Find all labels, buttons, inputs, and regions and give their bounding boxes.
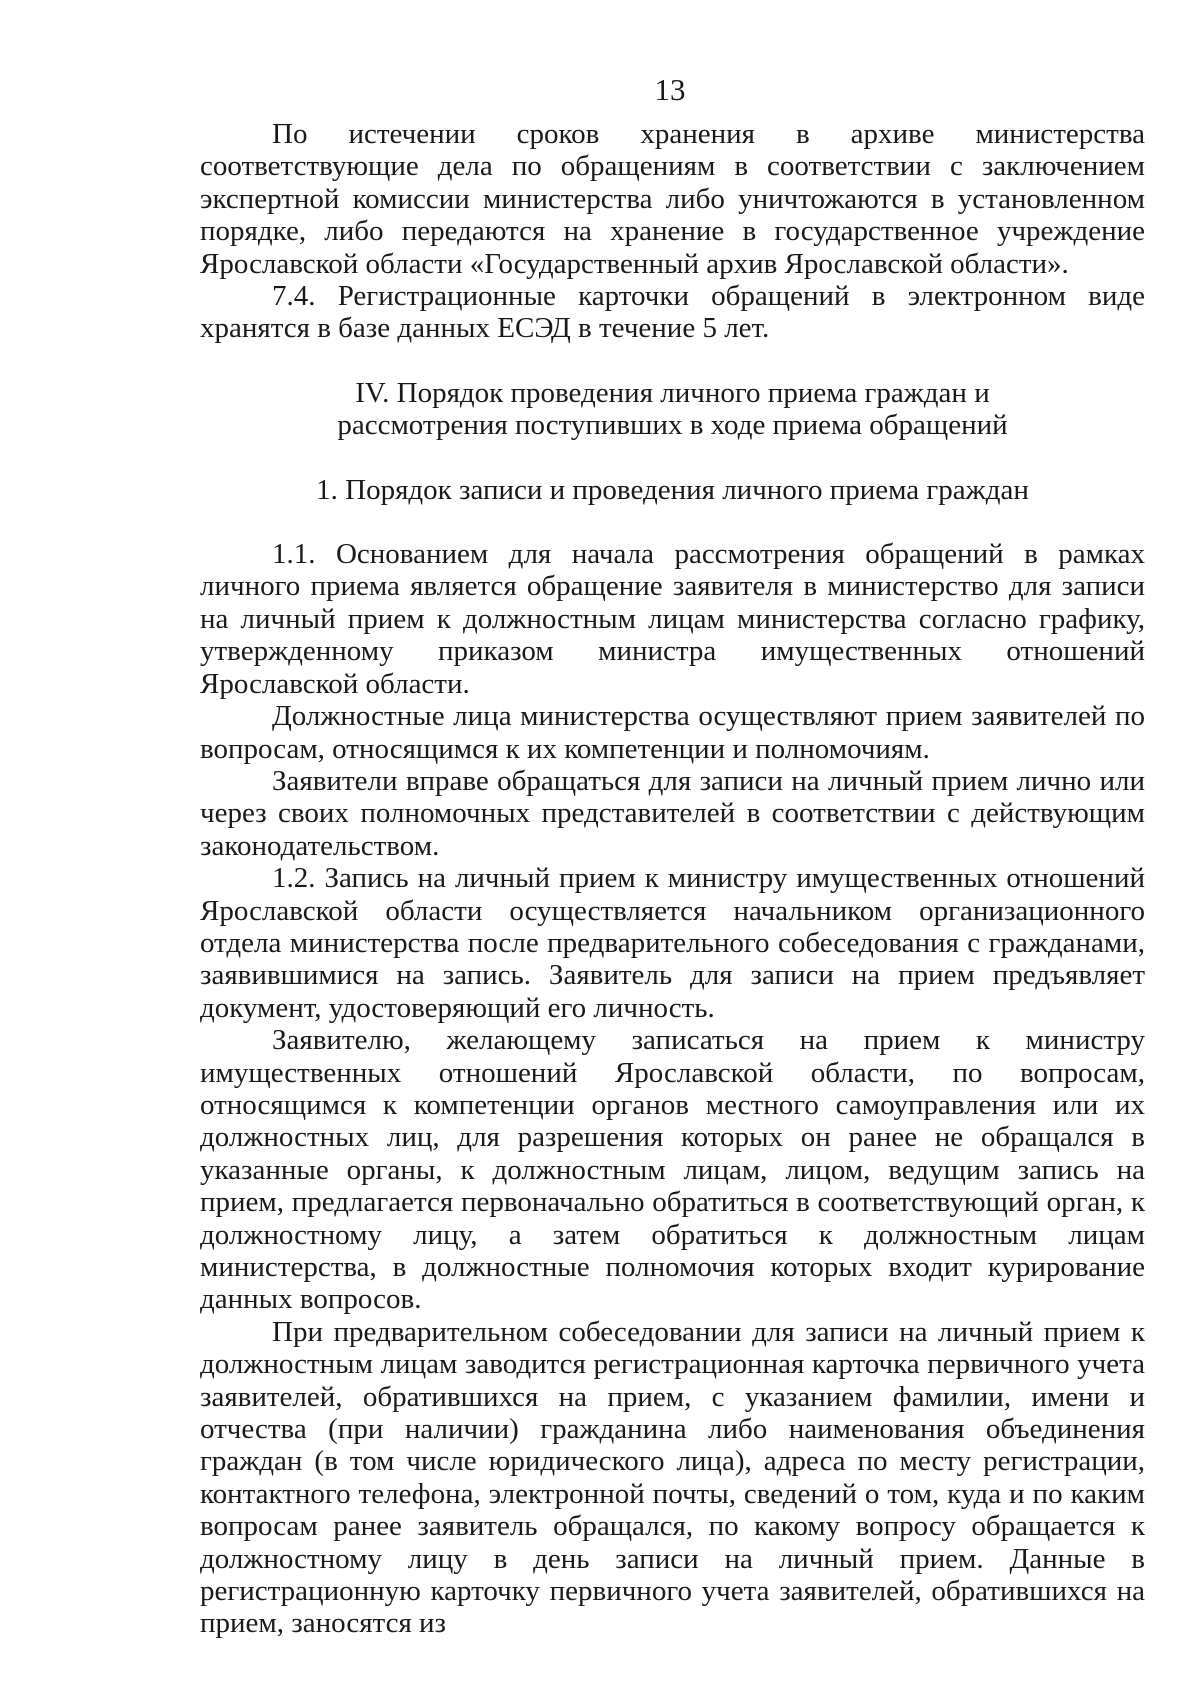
paragraph-applicants-right: Заявители вправе обращаться для записи на личный прием лично или через своих полномочных представителей в соответствии с действующим законодательством. — [200, 764, 1145, 862]
section-heading — [200, 377, 1145, 442]
section-heading-line-1: IV. Порядок проведения личного приема граждан и — [355, 376, 990, 409]
subsection-heading: 1. Порядок записи и проведения личного приема граждан — [316, 473, 1029, 506]
section-heading-line-2: рассмотрения поступивших в ходе приема обращений — [337, 409, 1008, 442]
paragraph-registration-card: При предварительном собеседовании для записи на личный прием к должностным лицам заводится регистрационная карточка первичного учета заявителей, обратившихся на прием, с указанием фамилии, имени и отчества (при наличии) гражданина либо наименования объединения граждан (в том числе юридического лица), адреса по месту регистрации, контактного телефона, электронной почты, сведений о том, куда и по каким вопросам ранее заявитель обращался, по какому вопросу обращается к должностному лицу в день записи на личный прием. Данные в регистрационную карточку первичного учета заявителей, обратившихся на прием, заносятся из — [200, 1315, 1145, 1640]
paragraph-1-1: 1.1. Основанием для начала рассмотрения обращений в рамках личного приема является обращение заявителя в министерство для записи на личный прием к должностным лицам министерства согласно графику, утвержденному приказом министра имущественных отношений Ярославской области. — [200, 538, 1145, 700]
paragraph-archive-transfer: По истечении сроков хранения в архиве министерства соответствующие дела по обращениям в соответствии с заключением экспертной комиссии министерства либо уничтожаются в установленном порядке, либо передаются на хранение в государственное учреждение Ярославской области «Государственный архив Ярославской области». — [200, 118, 1145, 280]
page-number: 13 — [654, 72, 686, 107]
paragraph-officials-reception: Должностные лица министерства осуществляют прием заявителей по вопросам, относящимся к их компетенции и полномочиям. — [200, 700, 1145, 765]
paragraph-1-2: 1.2. Запись на личный прием к министру имущественных отношений Ярославской области осуществляется начальником организационного отдела министерства после предварительного собеседования с гражданами, заявившимися на запись. Заявитель для записи на прием предъявляет документ, удостоверяющий его личность. — [200, 862, 1145, 1024]
document-body — [200, 118, 1145, 1640]
paragraph-local-authorities: Заявителю, желающему записаться на прием к министру имущественных отношений Ярославской области, по вопросам, относящимся к компетенции органов местного самоуправления или их должностных лиц, для разрешения которых он ранее не обращался в указанные органы, к должностным лицам, лицом, ведущим запись на прием, предлагается первоначально обратиться в соответствующий орган, к должностному лицу, а затем обратиться к должностным лицам министерства, в должностные полномочия которых входит курирование данных вопросов. — [200, 1024, 1145, 1316]
paragraph-7-4: 7.4. Регистрационные карточки обращений в электронном виде хранятся в базе данных ЕСЭД в течение 5 лет. — [200, 280, 1145, 345]
